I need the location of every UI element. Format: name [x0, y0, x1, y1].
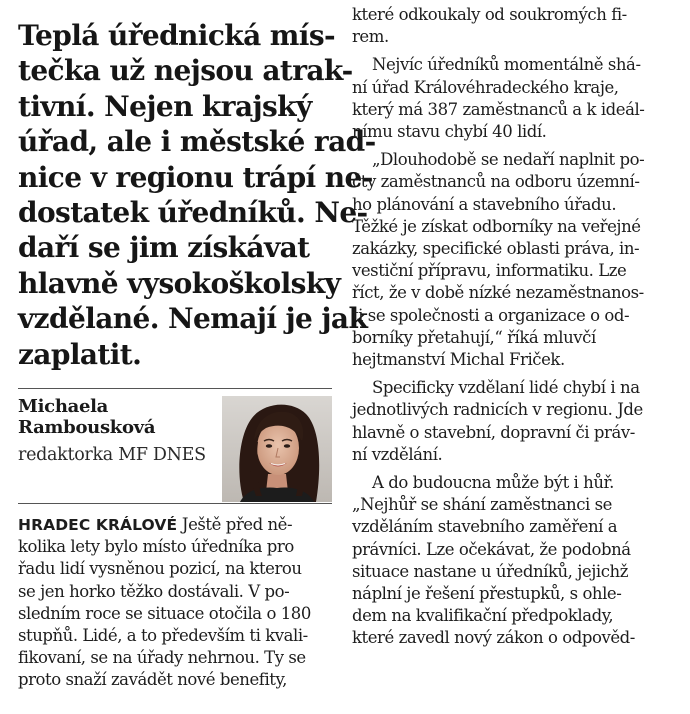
text-line: situace nastane u úředníků, jejichž — [352, 561, 628, 581]
text-line: sledním roce se situace otočila o 180 — [18, 603, 311, 623]
lead-line: hlavně vysokoškolsky — [18, 266, 341, 300]
lead-line: daří se jim získávat — [18, 231, 310, 265]
article-paragraph — [352, 149, 674, 371]
text-line: dem na kvalifikační předpoklady, — [352, 606, 614, 626]
text-line: Těžké je získat odborníky na veřejné — [352, 216, 641, 236]
text-line: ní vzdělání. — [352, 444, 443, 464]
text-line: Nejvíc úředníků momentálně shá- — [372, 55, 641, 75]
text-line: hejtmanství Michal Friček. — [352, 350, 565, 370]
lead-line: Teplá úřednická mís- — [18, 19, 336, 52]
dateline: HRADEC KRÁLOVÉ — [18, 516, 178, 534]
article-paragraph — [18, 514, 336, 692]
text-line: ho plánování a stavebního úřadu. — [352, 194, 617, 214]
text-line: jednotlivých radnicích v regionu. Jde — [352, 400, 643, 420]
text-line: Specificky vzdělaní lidé chybí i na — [372, 378, 640, 398]
text-line: který má 387 zaměstnanců a k ideál- — [352, 99, 645, 119]
text-line: A do budoucna může být i hůř. — [372, 473, 614, 493]
article-paragraph — [352, 54, 674, 143]
lead-line: dostatek úředníků. Ne- — [18, 196, 368, 230]
text-line: nímu stavu chybí 40 lidí. — [352, 122, 547, 142]
text-line: fikovaní, se na úřady nehrnou. Ty se — [18, 648, 306, 668]
text-line: ní úřad Královéhradeckého kraje, — [352, 77, 619, 97]
text-line: proto snaží zavádět nové benefity, — [18, 670, 287, 690]
text-line: rem. — [352, 27, 389, 47]
article-body-right — [352, 4, 674, 650]
text-line: kolika lety bylo místo úředníka pro — [18, 537, 294, 557]
text-line: říct, že v době nízké nezaměstnanos- — [352, 283, 644, 303]
author-portrait-photo — [222, 396, 332, 502]
text-line: právníci. Lze očekávat, že podobná — [352, 539, 631, 559]
lead-line: tivní. Nejen krajský — [18, 89, 312, 123]
author-role: redaktorka MF DNES — [18, 445, 206, 465]
article-body-left — [18, 514, 336, 692]
lead-line: vzdělané. Nemají je jak — [18, 302, 368, 336]
author-name-last: Rambousková — [18, 417, 156, 438]
text-line: se jen horko těžko dostávali. V po- — [18, 581, 290, 601]
lead-line: úřad, ale i městské rad- — [18, 125, 376, 159]
text-line: vestiční přípravu, informatiku. Lze — [352, 261, 627, 281]
article-paragraph — [352, 4, 674, 48]
text-line: hlavně o stavební, dopravní či práv- — [352, 422, 635, 442]
text-line: vzděláním stavebního zaměření a — [352, 517, 618, 537]
author-bottom-divider — [18, 503, 332, 504]
text-line: borníky přetahují,“ říká mluvčí — [352, 327, 596, 347]
article-paragraph — [352, 472, 674, 650]
text-line: které zavedl nový zákon o odpověd- — [352, 628, 635, 648]
author-byline — [18, 390, 332, 502]
text-line: náplní je řešení přestupků, s ohle- — [352, 584, 622, 604]
article-paragraph — [352, 377, 674, 466]
text-line: „Dlouhodobě se nedaří naplnit po- — [372, 150, 645, 170]
lead-line: nice v regionu trápí ne- — [18, 160, 373, 194]
author-name-first: Michaela — [18, 396, 109, 417]
lead-line: zaplatit. — [18, 337, 142, 371]
text-line: Ještě před ně- — [177, 515, 293, 534]
author-name — [18, 396, 155, 438]
text-line: stupňů. Lidé, a to především ti kvali- — [18, 626, 308, 646]
author-top-divider — [18, 388, 332, 389]
text-line: „Nejhůř se shání zaměstnanci se — [352, 495, 612, 515]
text-line: řadu lidí vysněnou pozicí, na kterou — [18, 559, 302, 579]
text-line: čty zaměstnanců na odboru územní- — [352, 172, 640, 192]
text-line: které odkoukaly od soukromých fi- — [352, 5, 627, 24]
text-line: zakázky, specifické oblasti práva, in- — [352, 239, 640, 259]
text-line: ti se společnosti a organizace o od- — [352, 305, 630, 325]
lead-line: tečka už nejsou atrak- — [18, 54, 353, 88]
